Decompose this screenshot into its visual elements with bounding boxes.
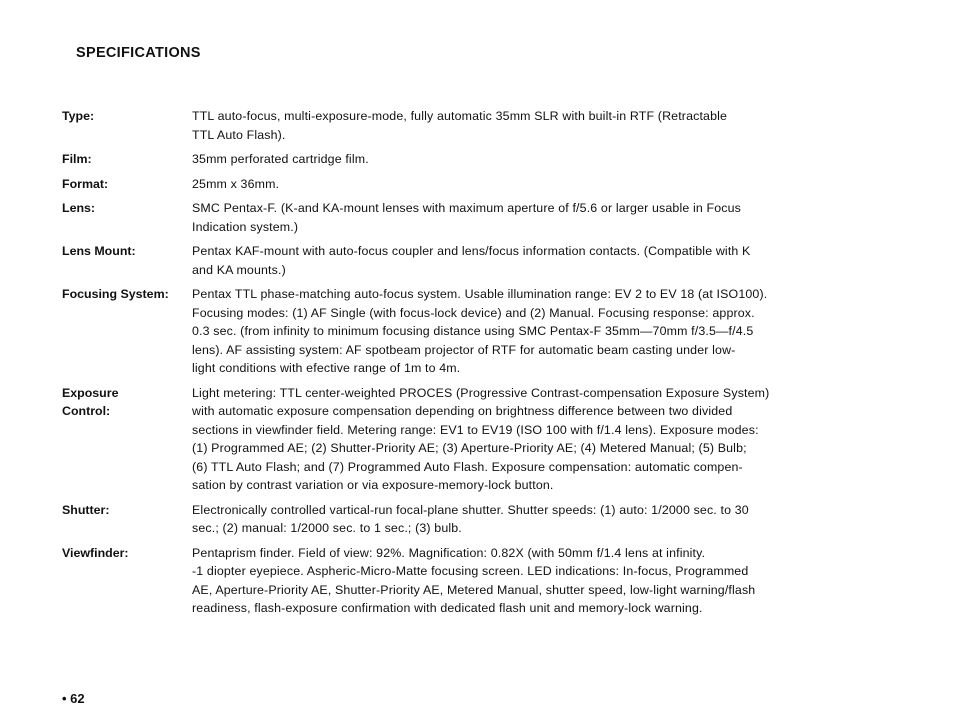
spec-value-line: (6) TTL Auto Flash; and (7) Programmed Auto Flash. Exposure compensation: automatic compen- (192, 459, 743, 474)
spec-value-line: TTL auto-focus, multi-exposure-mode, fully automatic 35mm SLR with built-in RTF (Retractable (192, 109, 728, 123)
spec-value-line: light conditions with efective range of 1m to 4m. (192, 361, 461, 375)
spec-label: Exposure Control: (62, 385, 119, 418)
spec-value (192, 175, 922, 194)
spec-row (62, 175, 922, 194)
spec-value-line: Pentaprism finder. Field of view: 92%. Magnification: 0.82X (with 50mm f/1.4 lens at infinity. (192, 545, 706, 560)
spec-value-line: lens). AF assisting system: AF spotbeam projector of RTF for automatic beam casting under low- (192, 342, 736, 357)
spec-label: Lens: (62, 201, 96, 215)
spec-label: Viewfinder: (62, 545, 129, 560)
spec-value-line: Pentax KAF-mount with auto-focus coupler and lens/focus information contacts. (Compatible with K (192, 244, 751, 258)
spec-value-line: TTL Auto Flash). (192, 127, 286, 142)
spec-row (62, 107, 922, 144)
spec-value-line: Electronically controlled vartical-run focal-plane shutter. Shutter speeds: (1) auto: 1/2000 sec. to 30 (192, 502, 749, 517)
spec-value-line: sec.; (2) manual: 1/2000 sec. to 1 sec.; (3) bulb. (192, 521, 462, 535)
spec-value-line: readiness, flash-exposure confirmation with dedicated flash unit and memory-lock warning. (192, 601, 703, 615)
spec-label: Lens Mount: (62, 244, 136, 258)
spec-value (192, 501, 922, 538)
spec-value (192, 544, 922, 618)
spec-value-line: (1) Programmed AE; (2) Shutter-Priority AE; (3) Aperture-Priority AE; (4) Metered Manual; (5) Bulb; (192, 441, 747, 455)
spec-value-line: with automatic exposure compensation depending on brightness difference between two divided (192, 404, 733, 418)
spec-value-line: Indication system.) (192, 219, 299, 234)
spec-value-line: SMC Pentax-F. (K-and KA-mount lenses with maximum aperture of f/5.6 or larger usable in Focus (192, 201, 742, 215)
spec-row (62, 285, 922, 378)
spec-row (62, 150, 922, 169)
spec-value-line: 35mm perforated cartridge film. (192, 152, 369, 166)
spec-value-line: sation by contrast variation or via exposure-memory-lock button. (192, 478, 554, 492)
page-title: SPECIFICATIONS (76, 45, 201, 61)
spec-row (62, 242, 922, 279)
spec-value (192, 199, 922, 236)
spec-value-line: Light metering: TTL center-weighted PROCES (Progressive Contrast-compensation Exposure System) (192, 385, 770, 400)
spec-label: Format: (62, 176, 109, 191)
spec-value (192, 285, 922, 378)
spec-value-line: Pentax TTL phase-matching auto-focus system. Usable illumination range: EV 2 to EV 18 (at ISO100). (192, 287, 768, 301)
spec-value-line: AE, Aperture-Priority AE, Shutter-Priority AE, Metered Manual, shutter speed, low-light warning/flash (192, 582, 756, 597)
spec-label: Type: (62, 109, 95, 123)
spec-row (62, 199, 922, 236)
spec-value-line: sections in viewfinder field. Metering range: EV1 to EV19 (ISO 100 with f/1.4 lens). Exposure modes: (192, 422, 759, 437)
spec-value-line: and KA mounts.) (192, 262, 286, 277)
spec-row (62, 501, 922, 538)
spec-value-line: 0.3 sec. (from infinity to minimum focusing distance using SMC Pentax-F 35mm—70mm f/3.5—f/4.5 (192, 324, 754, 338)
page-number: • 62 (62, 691, 85, 706)
spec-value-line: Focusing modes: (1) AF Single (with focus-lock device) and (2) Manual. Focusing response: approx. (192, 305, 755, 320)
spec-row (62, 384, 922, 495)
spec-label: Film: (62, 152, 92, 166)
spec-value (192, 242, 922, 279)
spec-row (62, 544, 922, 618)
spec-value-line: 25mm x 36mm. (192, 176, 280, 191)
specifications-list (62, 107, 922, 624)
spec-label: Focusing System: (62, 287, 169, 301)
spec-value (192, 384, 922, 495)
spec-label: Shutter: (62, 502, 110, 517)
spec-value-line: -1 diopter eyepiece. Aspheric-Micro-Matte focusing screen. LED indications: In-focus, Programmed (192, 564, 749, 578)
spec-value (192, 150, 922, 169)
spec-value (192, 107, 922, 144)
